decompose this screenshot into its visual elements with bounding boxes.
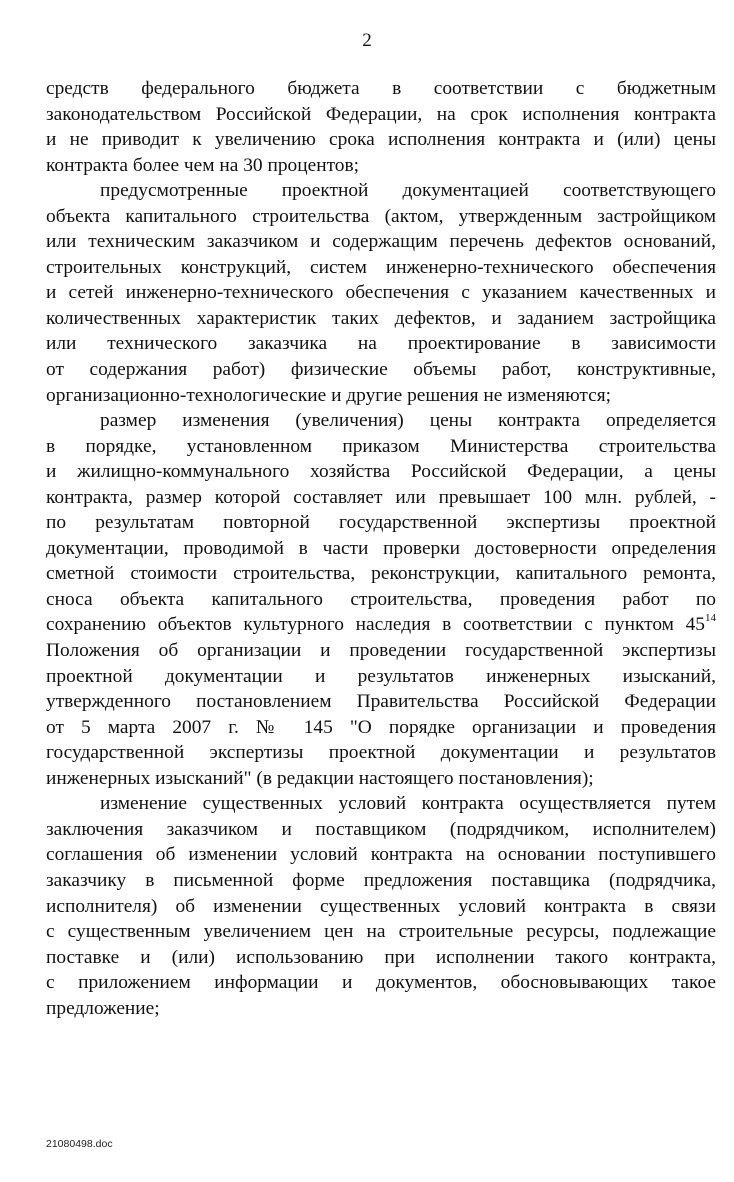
text-line: по результатам повторной государственной экспертизы проектной <box>46 512 716 534</box>
text-line: средств федерального бюджета в соответствии с бюджетным <box>46 78 716 99</box>
text-line: от содержания работ) физические объемы работ, конструктивные, <box>46 359 716 381</box>
text-line: организационно-технологические и другие решения не изменяются; <box>46 384 612 406</box>
text-line: строительных конструкций, систем инженерно-технического обеспечения <box>46 256 716 278</box>
text-line: сноса объекта капитального строительства, проведения работ по <box>46 588 716 610</box>
text-line-with-footnote <box>46 612 716 638</box>
text-line: размер изменения (увеличения) цены контракта определяется <box>100 410 716 432</box>
text-line: предложение; <box>46 997 160 1019</box>
text-line: документации, проводимой в части проверки достоверности определения <box>46 537 716 559</box>
text-line: исполнителя) об изменении существенных условий контракта в связи <box>46 895 716 917</box>
text-line: и не приводит к увеличению срока исполнения контракта и (или) цены <box>46 129 716 151</box>
text-line: заключения заказчиком и поставщиком (подрядчиком, исполнителем) <box>46 818 716 840</box>
text-line: и жилищно-коммунального хозяйства Российской Федерации, а цены <box>46 461 716 483</box>
document-body <box>46 76 716 1021</box>
footnote-superscript: 14 <box>705 612 716 625</box>
text-line: инженерных изысканий" (в редакции настоящего постановления); <box>46 767 594 789</box>
paragraph-2 <box>46 178 716 408</box>
text-line: в порядке, установленном приказом Министерства строительства <box>46 435 716 457</box>
text-line: или техническим заказчиком и содержащим перечень дефектов оснований, <box>46 231 716 253</box>
text-line: контракта, размер которой составляет или превышает 100 млн. рублей, - <box>46 486 716 508</box>
text-line: от 5 марта 2007 г. № 145 "О порядке организации и проведения <box>46 716 716 738</box>
text-line-content: сохранению объектов культурного наследия в соответствии с пунктом 45 <box>46 614 705 636</box>
page-number: 2 <box>362 30 372 51</box>
text-line: поставке и (или) использованию при исполнении такого контракта, <box>46 946 716 968</box>
text-line: проектной документации и результатов инженерных изысканий, <box>46 665 716 687</box>
text-line: количественных характеристик таких дефектов, и заданием застройщика <box>46 307 716 329</box>
text-line: контракта более чем на 30 процентов; <box>46 154 360 176</box>
text-line: заказчику в письменной форме предложения поставщика (подрядчика, <box>46 869 716 891</box>
text-line: объекта капитального строительства (актом, утвержденным застройщиком <box>46 205 716 227</box>
text-line: с приложением информации и документов, обосновывающих такое <box>46 972 716 994</box>
paragraph-1 <box>46 76 716 178</box>
text-line: соглашения об изменении условий контракта на основании поступившего <box>46 844 716 866</box>
text-line: утвержденного постановлением Правительства Российской Федерации <box>46 691 716 713</box>
text-line: предусмотренные проектной документацией соответствующего <box>100 180 716 202</box>
text-line: Положения об организации и проведении государственной экспертизы <box>46 640 716 662</box>
text-line: государственной экспертизы проектной документации и результатов <box>46 742 716 764</box>
text-line: с существенным увеличением цен на строительные ресурсы, подлежащие <box>46 921 716 943</box>
text-line: сметной стоимости строительства, реконструкции, капитального ремонта, <box>46 563 716 585</box>
paragraph-3 <box>46 408 716 791</box>
text-line: изменение существенных условий контракта осуществляется путем <box>100 793 716 815</box>
text-line: законодательством Российской Федерации, на срок исполнения контракта <box>46 103 716 125</box>
paragraph-4 <box>46 791 716 1021</box>
footer-file-name: 21080498.doc <box>46 1138 113 1150</box>
text-line: или технического заказчика на проектирование в зависимости <box>46 333 716 355</box>
text-line: и сетей инженерно-технического обеспечения с указанием качественных и <box>46 282 716 304</box>
